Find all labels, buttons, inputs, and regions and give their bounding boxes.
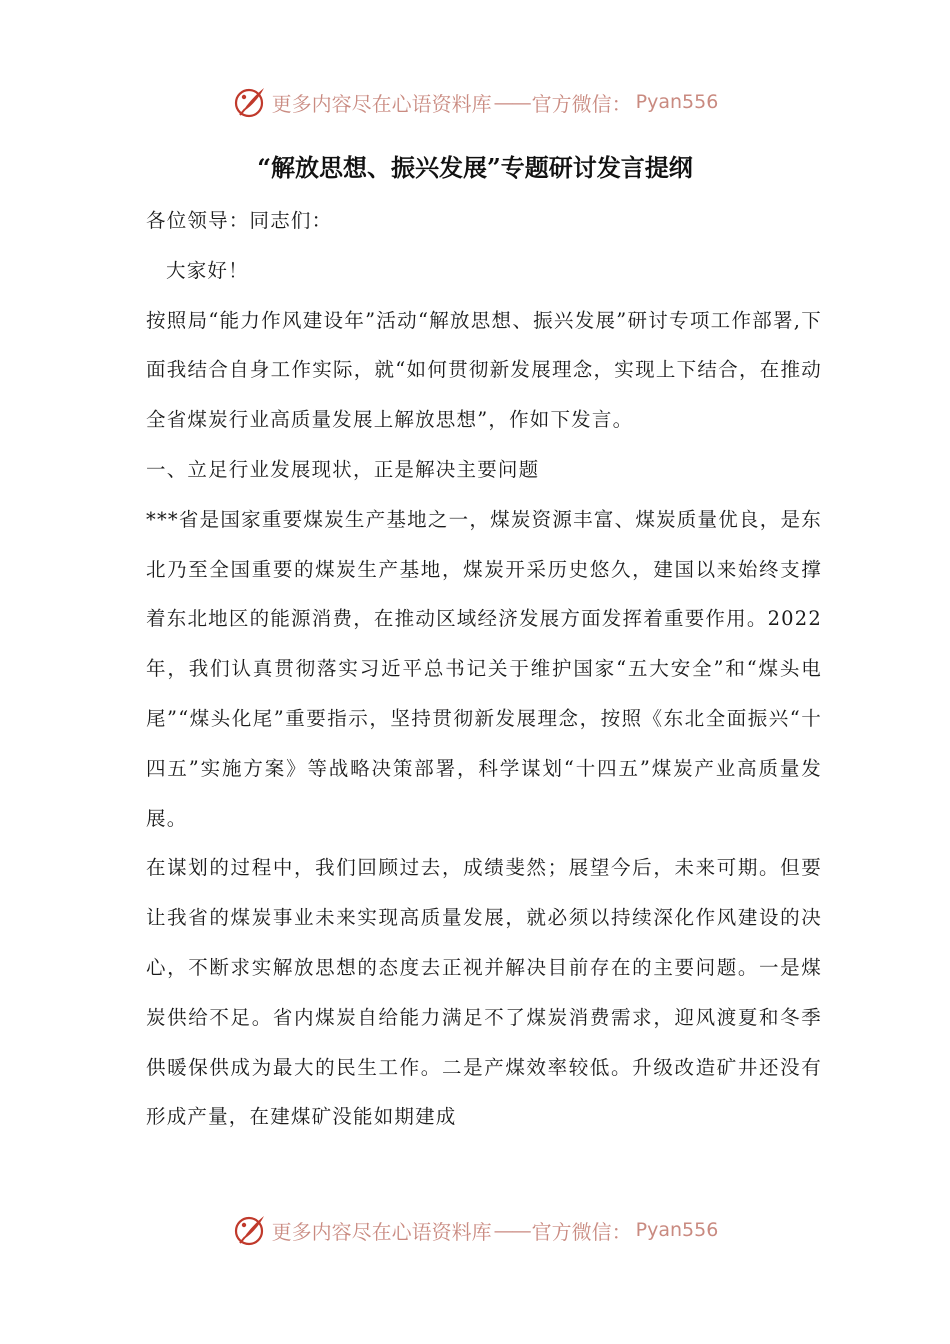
watermark-label: 官方微信： [531, 1219, 632, 1244]
paragraph-problems: 在谋划的过程中，我们回顾过去，成绩斐然；展望今后，未来可期。但要让我省的煤炭事业未来实现高质量发展，就必须以持续深化作风建设的决心，不断求实解放思想的态度去正视并解决目前存在的主要问题。一是煤炭供给不足。省内煤炭自给能力满足不了煤炭消费需求，迎风渡夏和冬季供暖保供成为最大的民生工作。二是产煤效率较低。升级改造矿井还没有形成产量，在建煤矿没能如期建成 [146, 856, 822, 1129]
header-watermark [0, 82, 950, 122]
watermark-dash: —— [493, 90, 530, 114]
paragraph-background: ***省是国家重要煤炭生产基地之一，煤炭资源丰富、煤炭质量优良，是东北乃至全国重要的煤炭生产基地，煤炭开采历史悠久，建国以来始终支撑着东北地区的能源消费，在推动区域经济发展方面发挥着重要作用。2022年，我们认真贯彻落实习近平总书记关于维护国家“五大安全”和“煤头电尾”“煤头化尾”重要指示，坚持贯彻新发展理念，按照《东北全面振兴“十四五”实施方案》等战略决策部署，科学谋划“十四五”煤炭产业高质量发展。 [146, 507, 822, 830]
watermark-brand: 更多内容尽在心语资料库 [271, 1219, 492, 1244]
watermark-dash: —— [493, 1218, 530, 1242]
footer-watermark [0, 1210, 950, 1250]
quill-pen-logo-icon [232, 84, 268, 120]
document-title: “解放思想、振兴发展”专题研讨发言提纲 [257, 153, 693, 182]
watermark-label: 官方微信： [531, 91, 632, 116]
greeting: 大家好！ [166, 258, 249, 282]
section-heading-1: 一、立足行业发展现状，正是解决主要问题 [146, 457, 540, 481]
quill-pen-logo-icon [232, 1212, 268, 1248]
document-body [146, 196, 822, 1142]
salutation: 各位领导：同志们： [146, 209, 333, 232]
watermark-account: Pyan556 [635, 1219, 719, 1241]
paragraph-intro: 按照局“能力作风建设年”活动“解放思想、振兴发展”研讨专项工作部署,下面我结合自身工作实际，就“如何贯彻新发展理念，实现上下结合，在推动全省煤炭行业高质量发展上解放思想”，作如下发言。 [146, 308, 822, 432]
watermark-account: Pyan556 [635, 91, 719, 113]
watermark-brand: 更多内容尽在心语资料库 [271, 91, 492, 116]
